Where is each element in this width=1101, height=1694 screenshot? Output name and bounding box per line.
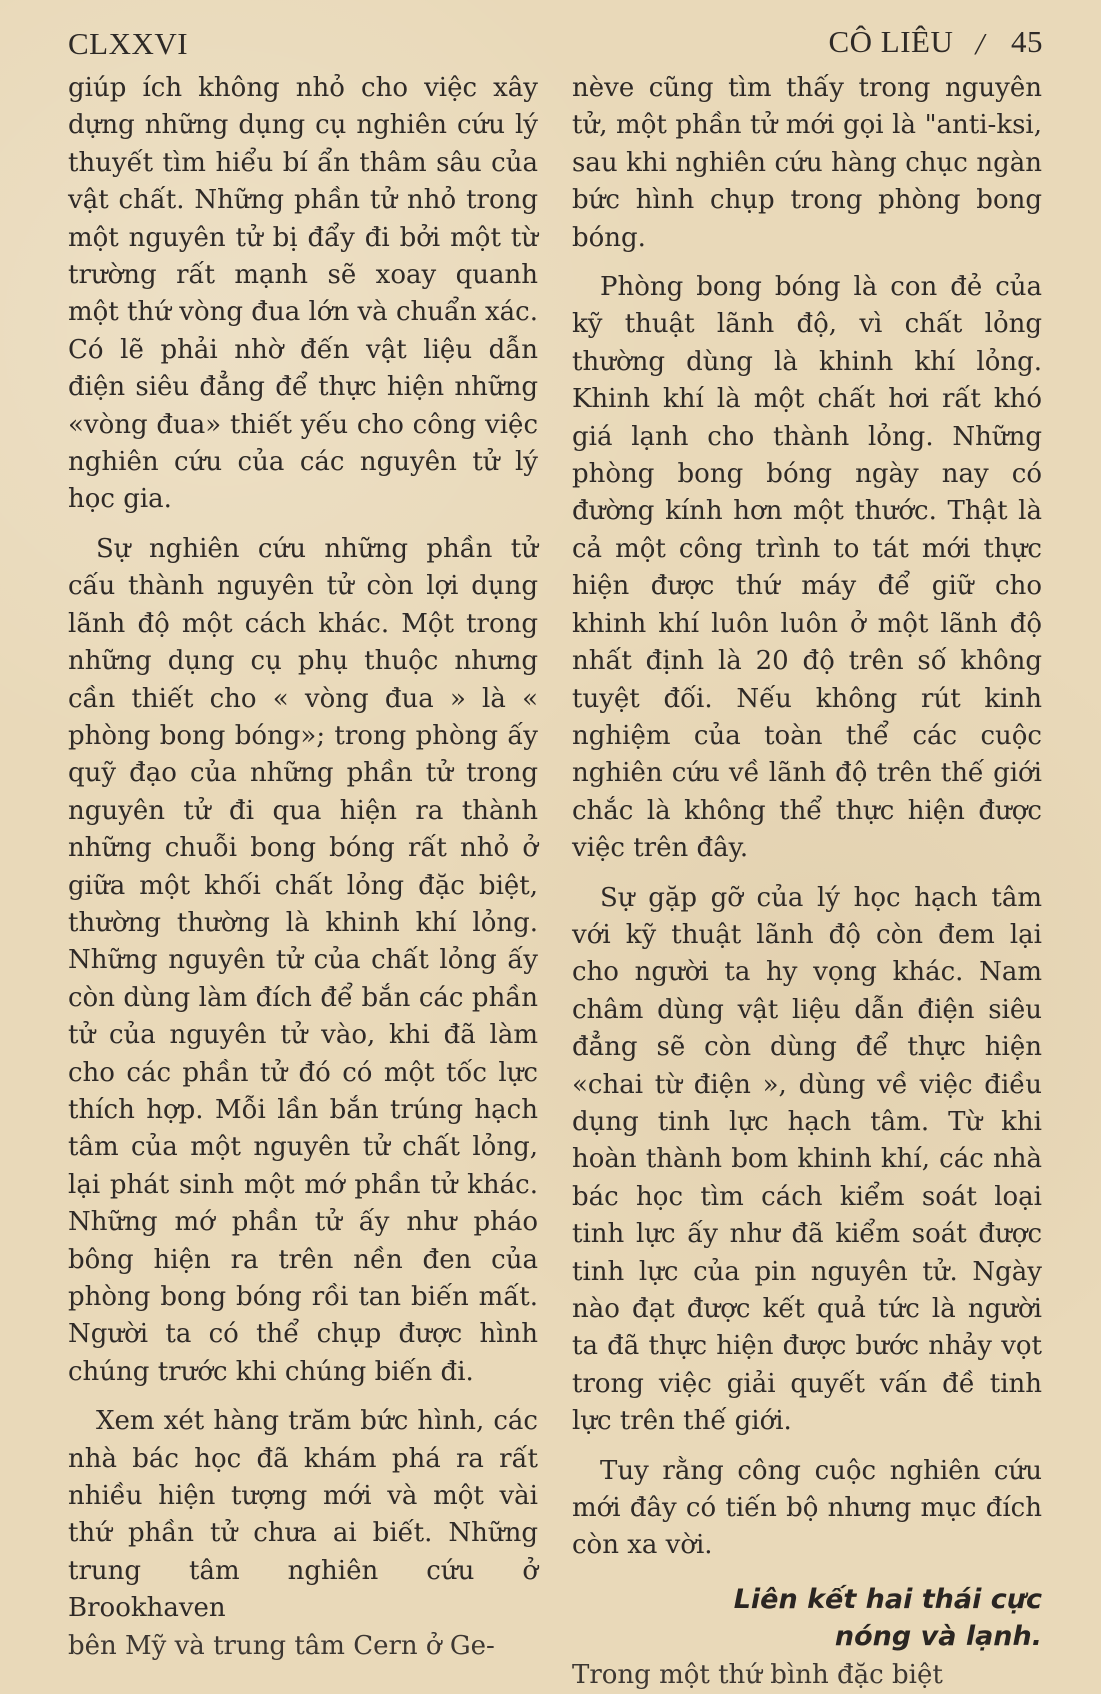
- left-cut-line: bên Mỹ và trung tâm Cern ở Ge-: [68, 1630, 495, 1661]
- text-columns: [68, 70, 1043, 1690]
- page-number: 45: [1011, 24, 1043, 59]
- running-title-group: [828, 24, 1043, 60]
- title-separator: /: [975, 26, 985, 61]
- right-paragraph-1: nève cũng tìm thấy trong nguyên tử, một phần tử mới gọi là "anti-ksi, sau khi nghiên cứu hàng chục ngàn bức hình chụp trong phòng bong bóng.: [572, 73, 1042, 253]
- section-heading: Liên kết hai thái cực nóng và lạnh.: [733, 1583, 1042, 1652]
- page-header: [68, 18, 1043, 70]
- left-text-column: [68, 70, 538, 1664]
- chapter-number: CLXXVI: [68, 26, 189, 61]
- running-title: CÔ LIÊU: [828, 24, 954, 59]
- right-paragraph-3: Sự gặp gỡ của lý học hạch tâm với kỹ thuật lãnh độ còn đem lại cho người ta hy vọng khác. Nam châm dùng vật liệu dẫn điện siêu đẳng sẽ còn dùng để thực hiện «chai từ điện », dùng về việc điều dụng tinh lực hạch tâm. Từ khi hoàn thành bom khinh khí, các nhà bác học tìm cách kiểm soát loại tinh lực ấy như đã kiểm soát được tinh lực của pin nguyên tử. Ngày nào đạt được kết quả tức là người ta đã thực hiện được bước nhảy vọt trong việc giải quyết vấn đề tinh lực trên thế giới.: [572, 882, 1042, 1437]
- left-paragraph-3: Xem xét hàng trăm bức hình, các nhà bác học đã khám phá ra rất nhiều hiện tượng mới và một vài thứ phần tử chưa ai biết. Những trung tâm nghiên cứu ở Brookhaven: [68, 1406, 538, 1624]
- right-paragraph-4: Tuy rằng công cuộc nghiên cứu mới đây có tiến bộ nhưng mục đích còn xa vời.: [572, 1455, 1042, 1561]
- right-text-column: [572, 70, 1042, 1690]
- left-paragraph-1: giúp ích không nhỏ cho việc xây dựng những dụng cụ nghiên cứu lý thuyết tìm hiểu bí ẩn thâm sâu của vật chất. Những phần tử nhỏ trong một nguyên tử bị đẩy đi bởi một từ trường rất mạnh sẽ xoay quanh một thứ vòng đua lớn và chuẩn xác. Có lẽ phải nhờ đến vật liệu dẫn điện siêu đẳng để thực hiện những «vòng đua» thiết yếu cho công việc nghiên cứu của các nguyên tử lý học gia.: [68, 73, 538, 515]
- left-paragraph-2: Sự nghiên cứu những phần tử cấu thành nguyên tử còn lợi dụng lãnh độ một cách khác. Một trong những dụng cụ phụ thuộc nhưng cần thiết cho « vòng đua » là « phòng bong bóng»; trong phòng ấy quỹ đạo của những phần tử trong nguyên tử đi qua hiện ra thành những chuỗi bong bóng rất nhỏ ở giữa một khối chất lỏng đặc biệt, thường thường là khinh khí lỏng. Những nguyên tử của chất lỏng ấy còn dùng làm đích để bắn các phần tử của nguyên tử vào, khi đã làm cho các phần tử đó có một tốc lực thích hợp. Mỗi lần bắn trúng hạch tâm của một nguyên tử chất lỏng, lại phát sinh một mớ phần tử khác. Những mớ phần tử ấy như pháo bông hiện ra trên nền đen của phòng bong bóng rồi tan biến mất. Người ta có thể chụp được hình chúng trước khi chúng biến đi.: [68, 533, 538, 1387]
- right-cut-line: Trong một thứ bình đặc biệt: [572, 1659, 943, 1690]
- right-paragraph-2: Phòng bong bóng là con đẻ của kỹ thuật lãnh độ, vì chất lỏng thường dùng là khinh khí lỏng. Khinh khí là một chất hơi rất khó giá lạnh cho thành lỏng. Những phòng bong bóng ngày nay có đường kính hơn một thước. Thật là cả một công trình to tát mới thực hiện được thứ máy để giữ cho khinh khí luôn luôn ở một lãnh độ nhất định là 20 độ trên số không tuyệt đối. Nếu không rút kinh nghiệm của toàn thể các cuộc nghiên cứu về lãnh độ trên thế giới chắc là không thể thực hiện được việc trên đây.: [572, 272, 1042, 864]
